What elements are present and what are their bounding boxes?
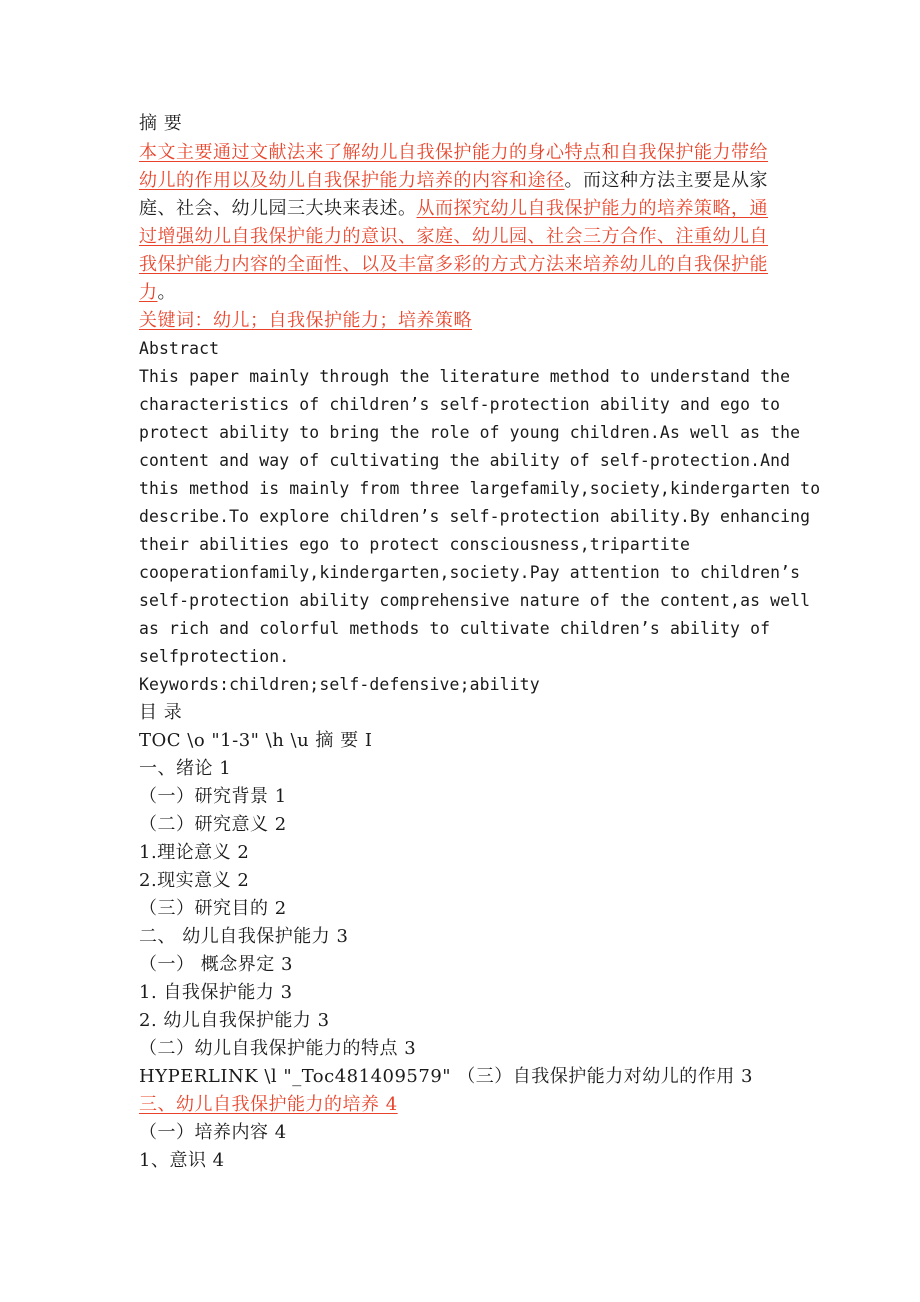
toc-item[interactable]: 一、绪论 1 [139, 758, 232, 779]
highlighted-text: 力 [139, 282, 158, 303]
plain-text: 。而这种方法主要是从家 [564, 170, 768, 191]
highlighted-text: 幼儿的作用以及幼儿自我保护能力培养的内容和途径 [139, 170, 565, 191]
abstract-cn-line-5 [139, 251, 768, 279]
toc-item[interactable]: （二）幼儿自我保护能力的特点 3 [139, 1038, 417, 1059]
toc-item[interactable]: （一）培养内容 4 [139, 1122, 287, 1143]
abstract-en-line: describe.To explore children’s self-protection ability.By enhancing [139, 507, 811, 526]
toc-heading: 目 录 [139, 702, 183, 723]
highlighted-text: 本文主要通过文献法来了解幼儿自我保护能力的身心特点和自我保护能力带给 [139, 142, 768, 163]
abstract-en-line: characteristics of children’s self-protection ability and ego to [139, 395, 781, 414]
toc-item[interactable]: （二）研究意义 2 [139, 814, 287, 835]
toc-item-highlighted[interactable]: 三、幼儿自我保护能力的培养 4 [139, 1094, 398, 1115]
abstract-en-line: this method is mainly from three largefamily,society,kindergarten to [139, 479, 821, 498]
highlighted-text: 过增强幼儿自我保护能力的意识、家庭、幼儿园、社会三方合作、注重幼儿自 [139, 226, 768, 247]
highlighted-text: 我保护能力内容的全面性、以及丰富多彩的方式方法来培养幼儿的自我保护能 [139, 254, 768, 275]
abstract-en-line: protect ability to bring the role of young children.As well as the [139, 423, 801, 442]
abstract-cn-line-4 [139, 223, 768, 251]
toc-item[interactable]: 1.理论意义 2 [139, 842, 250, 863]
toc-item[interactable]: （三）研究目的 2 [139, 898, 287, 919]
plain-text: 庭、社会、幼儿园三大块来表述。 [139, 198, 417, 219]
abstract-en-keywords: Keywords:children;self-defensive;ability [139, 675, 540, 694]
toc-item[interactable]: 二、 幼儿自我保护能力 3 [139, 926, 349, 947]
abstract-cn-line-2 [139, 167, 768, 195]
toc-item[interactable]: （一）研究背景 1 [139, 786, 287, 807]
abstract-en-heading: Abstract [139, 339, 220, 358]
toc-item[interactable]: 2.现实意义 2 [139, 870, 250, 891]
toc-item[interactable]: （一） 概念界定 3 [139, 954, 293, 975]
toc-item[interactable]: 1、意识 4 [139, 1150, 225, 1171]
abstract-en-line: as rich and colorful methods to cultivate children’s ability of [139, 619, 771, 638]
toc-item[interactable]: HYPERLINK \l "_Toc481409579" （三）自我保护能力对幼儿的作用 3 [139, 1066, 753, 1087]
abstract-en-line: This paper mainly through the literature method to understand the [139, 367, 791, 386]
abstract-cn-line-6 [139, 279, 176, 307]
abstract-en-line: self-protection ability comprehensive nature of the content,as well [139, 591, 811, 610]
abstract-en-line: cooperationfamily,kindergarten,society.Pay attention to children’s [139, 563, 801, 582]
abstract-cn-line-1 [139, 139, 768, 167]
abstract-cn-keywords [139, 307, 472, 335]
toc-item[interactable]: TOC \o "1-3" \h \u 摘 要 I [139, 730, 373, 751]
abstract-cn-heading: 摘 要 [139, 113, 183, 134]
abstract-en-line: content and way of cultivating the ability of self-protection.And [139, 451, 791, 470]
abstract-en-line: their abilities ego to protect consciousness,tripartite [139, 535, 690, 554]
toc-item[interactable]: 1. 自我保护能力 3 [139, 982, 293, 1003]
abstract-cn-line-3 [139, 195, 768, 223]
toc-item[interactable]: 2. 幼儿自我保护能力 3 [139, 1010, 330, 1031]
highlighted-text: 从而探究幼儿自我保护能力的培养策略，通 [416, 198, 768, 219]
plain-text: 。 [157, 282, 176, 303]
abstract-en-line: selfprotection. [139, 647, 290, 666]
keywords-text: 关键词：幼儿；自我保护能力；培养策略 [139, 310, 472, 331]
